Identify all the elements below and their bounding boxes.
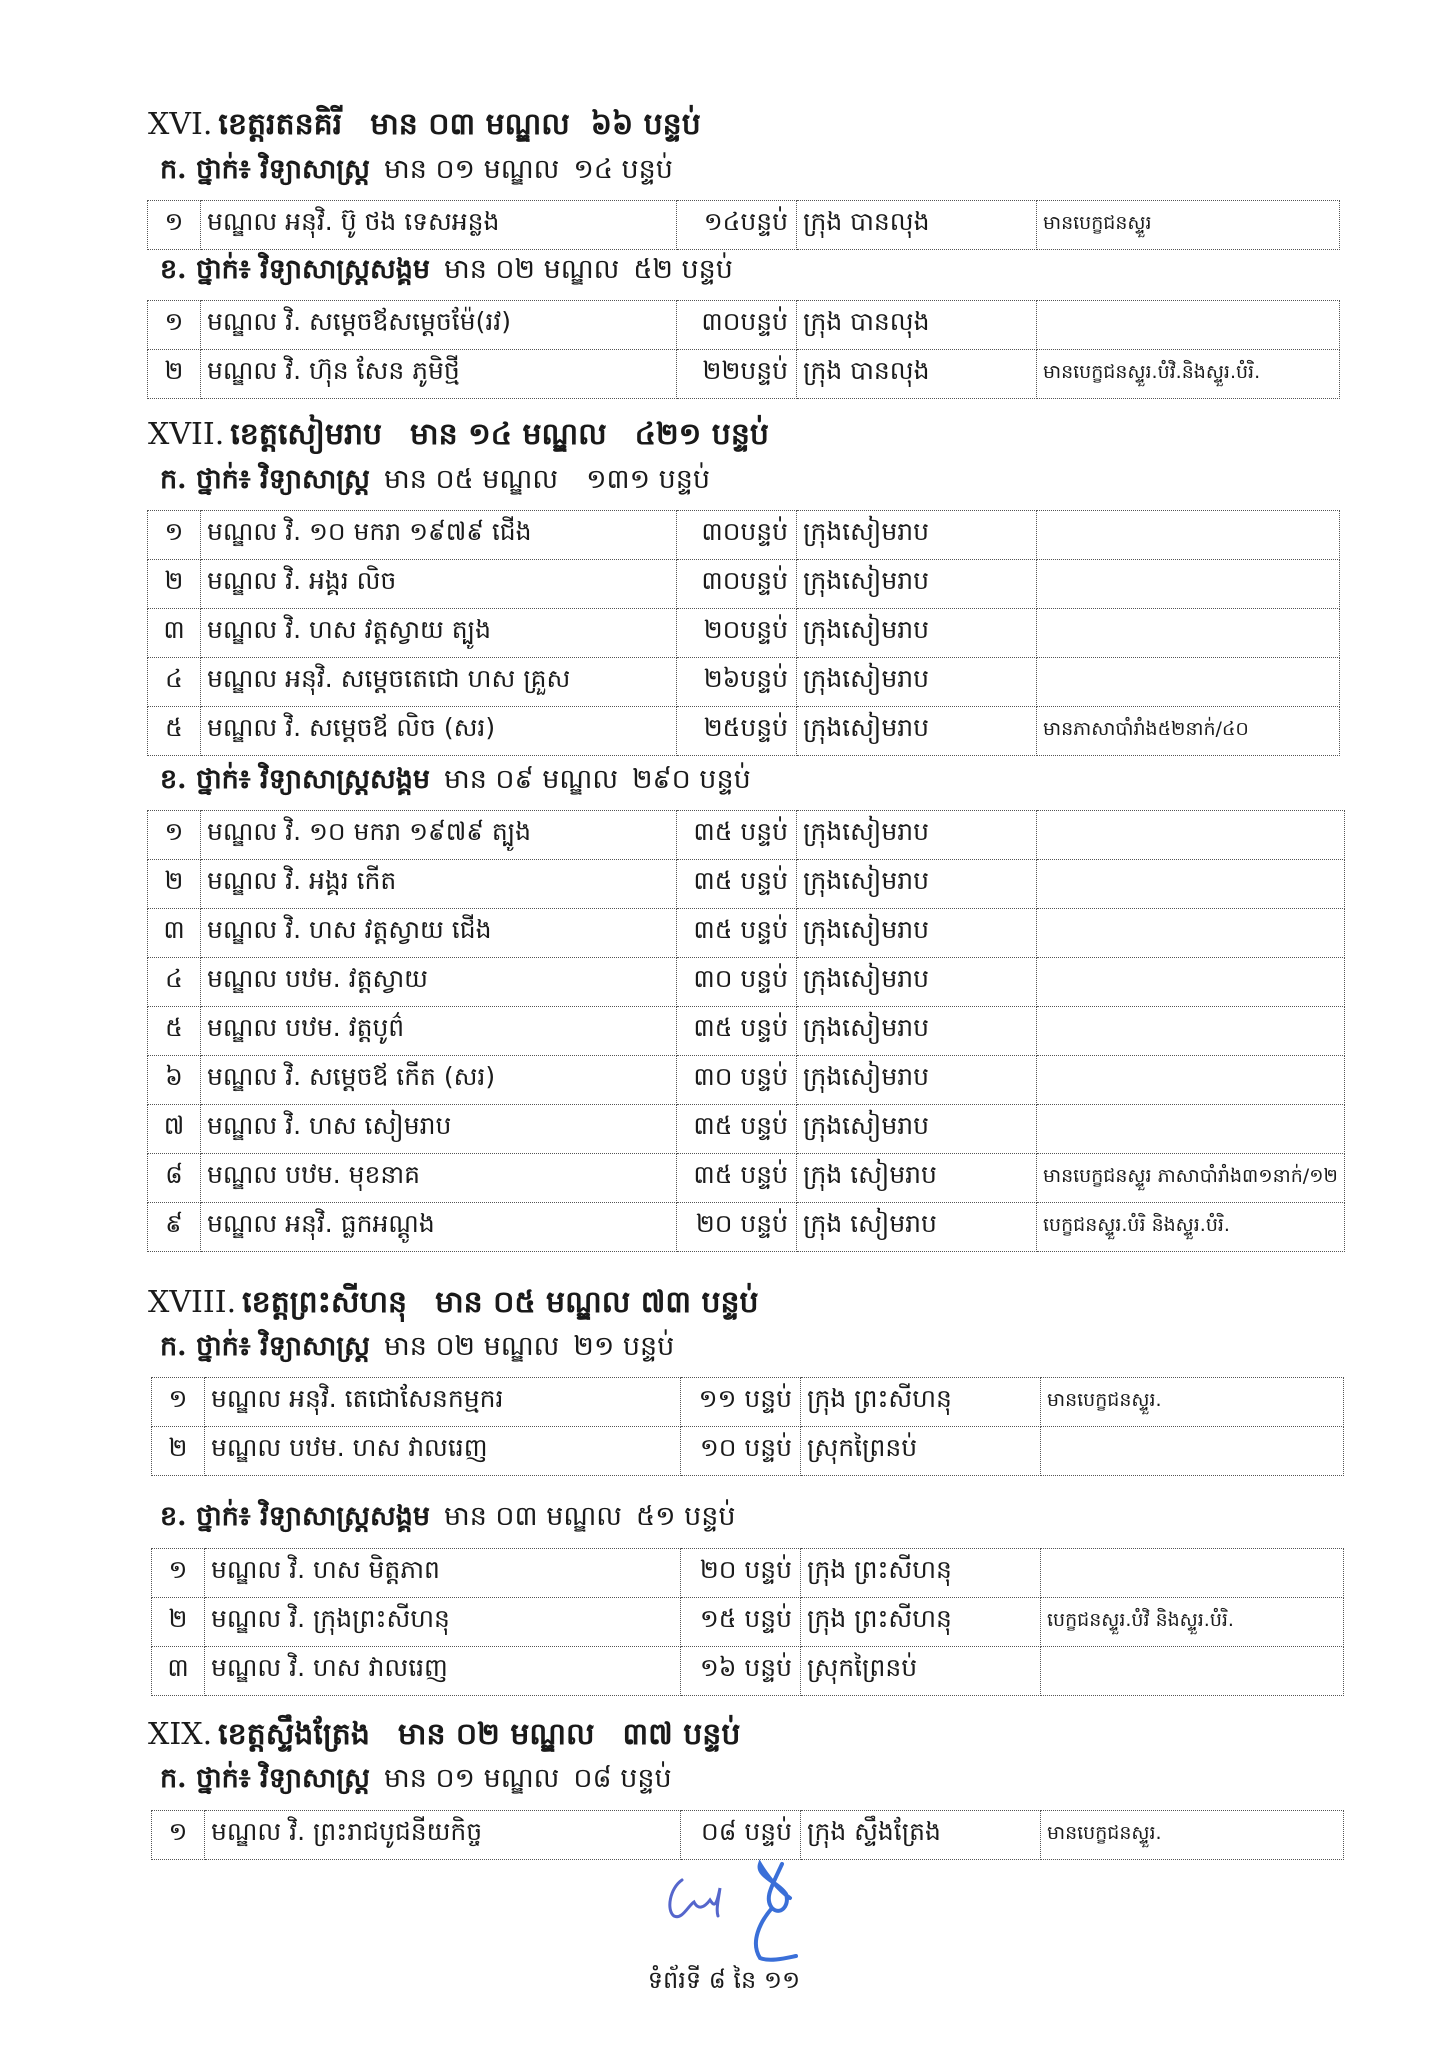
center-name: មណ្ឌល វិ. សម្តេចឪសម្តេចម៉ែ(រវ) — [201, 301, 677, 350]
location: ក្រុង ព្រះសីហនុ — [801, 1598, 1041, 1647]
location: ក្រុងសៀមរាប — [797, 811, 1037, 860]
group-label: ខ. ថ្នាក់៖ វិទ្យាសាស្ត្រសង្គម — [160, 254, 430, 285]
province-name: ខេត្តស្ទឹងត្រែង — [218, 1717, 370, 1752]
province-name: ខេត្តព្រះសីហនុ — [242, 1285, 408, 1320]
group-heading — [160, 1330, 674, 1369]
row-number: ១ — [152, 1378, 205, 1427]
room-count: ២០ បន្ទប់ — [681, 1549, 801, 1598]
center-name: មណ្ឌល អនុវិ. តេជោសែនកម្មករ — [205, 1378, 681, 1427]
room-count: ១៦ បន្ទប់ — [681, 1647, 801, 1696]
center-name: មណ្ឌល វិ. ហស វាលរេញ — [205, 1647, 681, 1696]
group-center-count: មាន ០២ មណ្ឌល — [384, 1331, 560, 1362]
location: ក្រុង ព្រះសីហនុ — [801, 1549, 1041, 1598]
center-name: មណ្ឌល វិ. ក្រុងព្រះសីហនុ — [205, 1598, 681, 1647]
table-row — [152, 1378, 1344, 1427]
group-center-count: មាន ០៩ មណ្ឌល — [444, 764, 619, 795]
center-name: មណ្ឌល បឋម. វត្តស្វាយ — [201, 958, 677, 1007]
exam-center-table — [151, 1377, 1344, 1476]
group-heading — [160, 153, 673, 192]
province-name: ខេត្តរតនគិរី — [218, 107, 343, 142]
location: ក្រុង សៀមរាប — [797, 1154, 1037, 1203]
location: ក្រុង សៀមរាប — [797, 1203, 1037, 1252]
group-center-count: មាន ០១ មណ្ឌល — [384, 1763, 560, 1794]
location: ក្រុងសៀមរាប — [797, 909, 1037, 958]
exam-center-table — [147, 200, 1340, 250]
province-heading — [148, 415, 769, 459]
province-heading — [148, 1283, 759, 1327]
center-name: មណ្ឌល អនុវិ. ធ្លកអណ្តូង — [201, 1203, 677, 1252]
row-number: ៣ — [148, 909, 201, 958]
group-center-count: មាន ០១ មណ្ឌល — [384, 154, 560, 185]
table-row — [148, 609, 1340, 658]
row-number: ២ — [148, 350, 201, 399]
group-label: ខ. ថ្នាក់៖ វិទ្យាសាស្ត្រសង្គម — [160, 1501, 430, 1532]
remark — [1037, 301, 1340, 350]
location: ក្រុងសៀមរាប — [797, 1056, 1037, 1105]
center-name: មណ្ឌល វិ. ហស វត្តស្វាយ ត្បូង — [201, 609, 677, 658]
table-row — [148, 1007, 1345, 1056]
province-name: ខេត្តសៀមរាប — [230, 417, 383, 452]
remark — [1041, 1427, 1344, 1476]
location: ក្រុង បានលុង — [797, 350, 1037, 399]
remark — [1037, 1105, 1345, 1154]
group-room-count: ១៣១ បន្ទប់ — [586, 464, 711, 495]
center-name: មណ្ឌល អនុវិ. ប៊ូ ថង ទេសអន្លង — [201, 201, 677, 250]
exam-center-table — [147, 510, 1340, 756]
group-label: ក. ថ្នាក់៖ វិទ្យាសាស្ត្រ — [160, 464, 371, 495]
table-row — [148, 811, 1345, 860]
section-numeral: XVII. — [148, 417, 225, 452]
section-numeral: XVI. — [148, 107, 213, 142]
row-number: ៤ — [148, 658, 201, 707]
row-number: ៣ — [152, 1647, 205, 1696]
row-number: ១ — [148, 201, 201, 250]
table-row — [148, 1105, 1345, 1154]
room-count: ២០ បន្ទប់ — [677, 1203, 797, 1252]
room-count: ១១ បន្ទប់ — [681, 1378, 801, 1427]
row-number: ៣ — [148, 609, 201, 658]
remark: មានបេក្ខជនស្ទួរ.បំវិ.និងស្ទួរ.បំរិ. — [1037, 350, 1340, 399]
remark — [1037, 511, 1340, 560]
room-count: ៣៥ បន្ទប់ — [677, 1007, 797, 1056]
row-number: ២ — [148, 560, 201, 609]
center-count: មាន ០២ មណ្ឌល — [397, 1717, 595, 1752]
table-row — [152, 1811, 1344, 1860]
group-center-count: មាន ០២ មណ្ឌល — [444, 254, 620, 285]
location: ក្រុងសៀមរាប — [797, 1105, 1037, 1154]
table-row — [152, 1598, 1344, 1647]
table-row — [152, 1647, 1344, 1696]
page-number: ទំព័រទី ៨ នៃ ១១ — [647, 1966, 801, 1994]
location: ក្រុង បានលុង — [797, 201, 1037, 250]
group-label: ខ. ថ្នាក់៖ វិទ្យាសាស្ត្រសង្គម — [160, 764, 430, 795]
remark: មានបេក្ខជនស្ទួរ ភាសាបាំរាំង៣១នាក់/១២ — [1037, 1154, 1345, 1203]
remark — [1041, 1647, 1344, 1696]
row-number: ៨ — [148, 1154, 201, 1203]
location: ក្រុងសៀមរាប — [797, 511, 1037, 560]
room-count: ៣០បន្ទប់ — [677, 301, 797, 350]
exam-center-table — [151, 1810, 1344, 1860]
center-name: មណ្ឌល វិ. អង្គរ កើត — [201, 860, 677, 909]
handwritten-signature — [660, 1858, 820, 1968]
remark — [1037, 811, 1345, 860]
section-numeral: XIX. — [148, 1717, 213, 1752]
group-heading — [160, 463, 710, 502]
center-name: មណ្ឌល វិ. ១០ មករា ១៩៧៩ ត្បូង — [201, 811, 677, 860]
remark — [1037, 609, 1340, 658]
center-name: មណ្ឌល វិ. ហស សៀមរាប — [201, 1105, 677, 1154]
center-name: មណ្ឌល វិ. ព្រះរាជបូជនីយកិច្ច — [205, 1811, 681, 1860]
row-number: ៦ — [148, 1056, 201, 1105]
group-room-count: ៥២ បន្ទប់ — [633, 254, 733, 285]
row-number: ១ — [148, 511, 201, 560]
table-row — [152, 1549, 1344, 1598]
row-number: ២ — [152, 1598, 205, 1647]
center-name: មណ្ឌល បឋម. ហស វាលរេញ — [205, 1427, 681, 1476]
room-count: ៣៥ បន្ទប់ — [677, 1154, 797, 1203]
remark: បេក្ខជនស្ទួរ.បំវិ និងស្ទួរ.បំរិ. — [1041, 1598, 1344, 1647]
table-row — [148, 860, 1345, 909]
room-count: ៣០បន្ទប់ — [677, 511, 797, 560]
room-count: ២៦បន្ទប់ — [677, 658, 797, 707]
location: ក្រុងសៀមរាប — [797, 609, 1037, 658]
remark — [1037, 1056, 1345, 1105]
remark: មានបេក្ខជនស្ទួរ. — [1041, 1378, 1344, 1427]
location: ក្រុងសៀមរាប — [797, 707, 1037, 756]
row-number: ៥ — [148, 707, 201, 756]
room-count: ២០បន្ទប់ — [677, 609, 797, 658]
table-row — [148, 958, 1345, 1007]
location: ក្រុងសៀមរាប — [797, 1007, 1037, 1056]
center-name: មណ្ឌល អនុវិ. សម្តេចតេជោ ហស គ្រួស — [201, 658, 677, 707]
remark: បេក្ខជនស្ទួរ.បំរិ និងស្ទួរ.បំរិ. — [1037, 1203, 1345, 1252]
remark — [1041, 1549, 1344, 1598]
remark — [1037, 560, 1340, 609]
table-row — [148, 301, 1340, 350]
table-row — [148, 201, 1340, 250]
table-row — [148, 909, 1345, 958]
location: ក្រុង ព្រះសីហនុ — [801, 1378, 1041, 1427]
table-row — [152, 1427, 1344, 1476]
remark — [1037, 860, 1345, 909]
remark — [1037, 909, 1345, 958]
row-number: ២ — [152, 1427, 205, 1476]
group-room-count: ៥១ បន្ទប់ — [636, 1501, 736, 1532]
remark: មានបេក្ខជនស្ទួរ. — [1041, 1811, 1344, 1860]
exam-center-table — [151, 1548, 1344, 1696]
room-count: ៣០ បន្ទប់ — [677, 1056, 797, 1105]
room-count: ៣០បន្ទប់ — [677, 560, 797, 609]
province-heading — [148, 1715, 740, 1759]
location: ស្រុកព្រៃនប់ — [801, 1427, 1041, 1476]
group-heading — [160, 1762, 672, 1801]
center-count: មាន ០៣ មណ្ឌល — [370, 107, 570, 142]
row-number: ៧ — [148, 1105, 201, 1154]
room-count: ២៥បន្ទប់ — [677, 707, 797, 756]
location: ក្រុងសៀមរាប — [797, 658, 1037, 707]
table-row — [148, 511, 1340, 560]
room-count: ៣៥ បន្ទប់ — [677, 1105, 797, 1154]
group-room-count: ២១ បន្ទប់ — [573, 1331, 675, 1362]
room-count: ២២បន្ទប់ — [677, 350, 797, 399]
row-number: ៥ — [148, 1007, 201, 1056]
room-count: ៣៥ បន្ទប់ — [677, 909, 797, 958]
table-row — [148, 560, 1340, 609]
row-number: ៩ — [148, 1203, 201, 1252]
room-count: ៣០ បន្ទប់ — [677, 958, 797, 1007]
location: ក្រុងសៀមរាប — [797, 958, 1037, 1007]
center-name: មណ្ឌល បឋម. មុខនាគ — [201, 1154, 677, 1203]
province-heading — [148, 105, 701, 149]
table-row — [148, 707, 1340, 756]
room-count: ០៨ បន្ទប់ — [681, 1811, 801, 1860]
row-number: ១ — [152, 1549, 205, 1598]
room-count: ៤២១ បន្ទប់ — [634, 417, 769, 452]
group-heading — [160, 1500, 736, 1539]
group-center-count: មាន ០៥ មណ្ឌល — [384, 464, 559, 495]
table-row — [148, 1203, 1345, 1252]
center-name: មណ្ឌល វិ. អង្គរ លិច — [201, 560, 677, 609]
group-heading — [160, 253, 733, 292]
row-number: ១ — [148, 811, 201, 860]
center-count: មាន ១៤ មណ្ឌល — [410, 417, 607, 452]
table-row — [148, 1154, 1345, 1203]
room-count: ៣៥ បន្ទប់ — [677, 860, 797, 909]
location: ស្រុកព្រៃនប់ — [801, 1647, 1041, 1696]
room-count: ១៥ បន្ទប់ — [681, 1598, 801, 1647]
center-name: មណ្ឌល វិ. ហស មិត្តភាព — [205, 1549, 681, 1598]
remark — [1037, 658, 1340, 707]
remark — [1037, 958, 1345, 1007]
table-row — [148, 1056, 1345, 1105]
row-number: ១ — [148, 301, 201, 350]
exam-center-table — [147, 300, 1340, 399]
center-name: មណ្ឌល វិ. ហ៊ុន សែន ភូមិថ្មី — [201, 350, 677, 399]
group-label: ក. ថ្នាក់៖ វិទ្យាសាស្ត្រ — [160, 154, 371, 185]
center-name: មណ្ឌល វិ. ១០ មករា ១៩៧៩ ជើង — [201, 511, 677, 560]
group-label: ក. ថ្នាក់៖ វិទ្យាសាស្ត្រ — [160, 1331, 371, 1362]
remark: មានភាសាបាំរាំង៥២នាក់/៤០ — [1037, 707, 1340, 756]
exam-center-table — [147, 810, 1345, 1252]
section-numeral: XVIII. — [148, 1285, 237, 1320]
center-name: មណ្ឌល បឋម. វត្តបូព៌ — [201, 1007, 677, 1056]
group-label: ក. ថ្នាក់៖ វិទ្យាសាស្ត្រ — [160, 1763, 371, 1794]
group-room-count: ០៨ បន្ទប់ — [573, 1763, 672, 1794]
center-count: មាន ០៥ មណ្ឌល — [435, 1285, 631, 1320]
row-number: ៤ — [148, 958, 201, 1007]
remark — [1037, 1007, 1345, 1056]
center-name: មណ្ឌល វិ. សម្តេចឪ លិច (សរ) — [201, 707, 677, 756]
center-name: មណ្ឌល វិ. ហស វត្តស្វាយ ជើង — [201, 909, 677, 958]
group-center-count: មាន ០៣ មណ្ឌល — [444, 1501, 623, 1532]
row-number: ១ — [152, 1811, 205, 1860]
room-count: ១០ បន្ទប់ — [681, 1427, 801, 1476]
group-room-count: ២៩០ បន្ទប់ — [632, 764, 751, 795]
center-name: មណ្ឌល វិ. សម្តេចឪ កើត (សរ) — [201, 1056, 677, 1105]
location: ក្រុងសៀមរាប — [797, 560, 1037, 609]
remark: មានបេក្ខជនស្ទួរ — [1037, 201, 1340, 250]
room-count: ៧៣ បន្ទប់ — [640, 1285, 759, 1320]
group-heading — [160, 763, 751, 802]
room-count: ៣៧ បន្ទប់ — [622, 1717, 741, 1752]
location: ក្រុង ស្ទឹងត្រែង — [801, 1811, 1041, 1860]
room-count: ៣៥ បន្ទប់ — [677, 811, 797, 860]
room-count: ៦៦ បន្ទប់ — [590, 107, 701, 142]
location: ក្រុងសៀមរាប — [797, 860, 1037, 909]
room-count: ១៤បន្ទប់ — [677, 201, 797, 250]
group-room-count: ១៤ បន្ទប់ — [573, 154, 673, 185]
table-row — [148, 350, 1340, 399]
row-number: ២ — [148, 860, 201, 909]
location: ក្រុង បានលុង — [797, 301, 1037, 350]
table-row — [148, 658, 1340, 707]
